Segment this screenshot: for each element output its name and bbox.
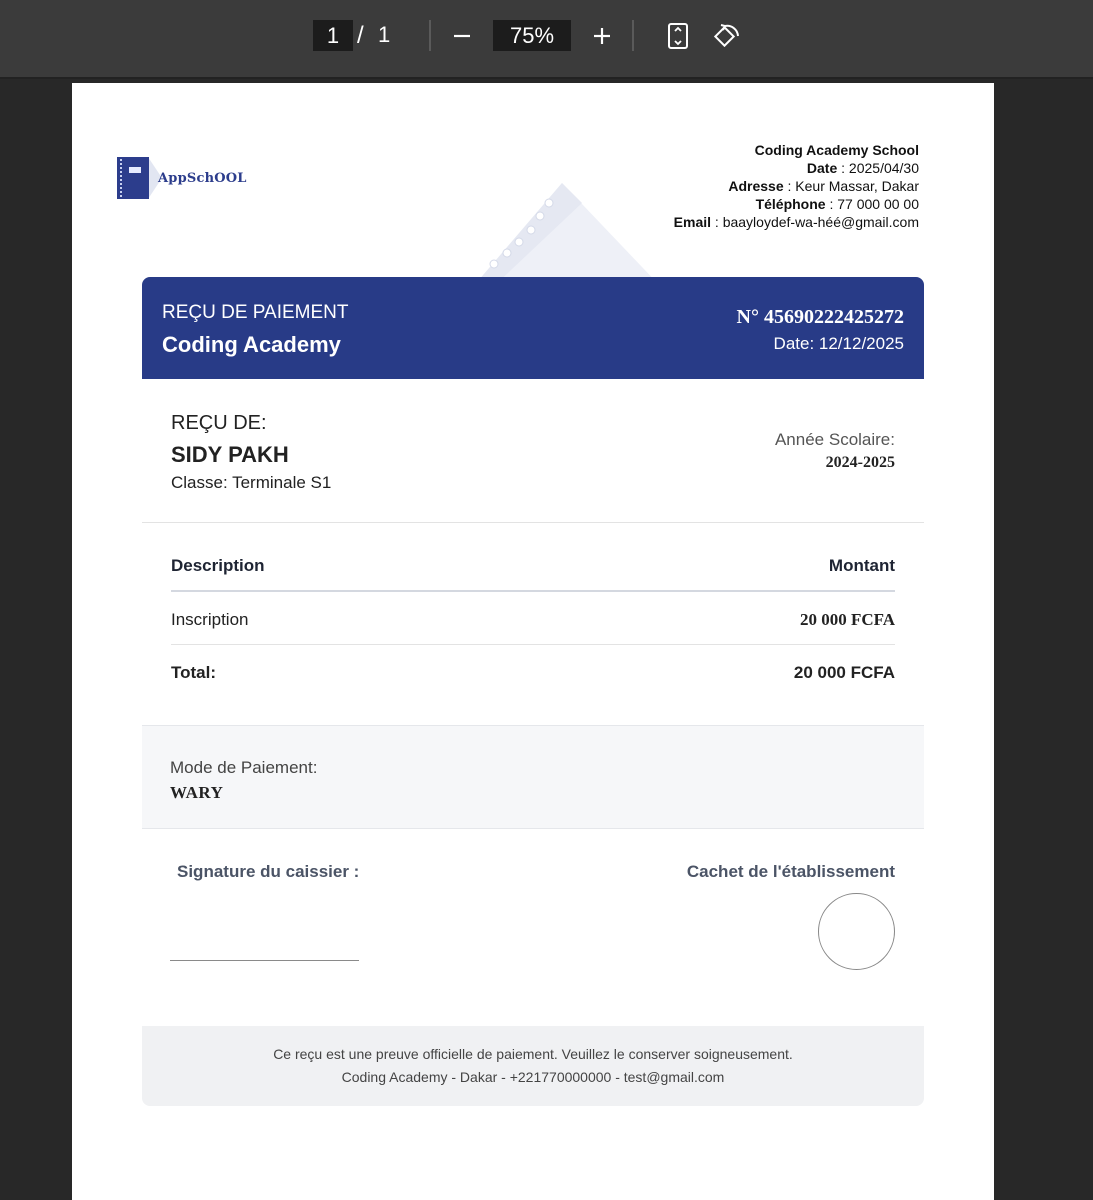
zoom-out-icon[interactable] — [449, 20, 475, 51]
receipt-type: REÇU DE PAIEMENT — [162, 302, 349, 323]
school-year-value: 2024-2025 — [825, 454, 895, 471]
school-email: baayloydef-wa-héé@gmail.com — [722, 214, 919, 230]
cashier-signature-label: Signature du caissier : — [177, 862, 360, 881]
pdf-toolbar — [0, 0, 1093, 79]
received-from-label: REÇU DE: — [171, 412, 267, 434]
payment-mode-label: Mode de Paiement: — [170, 758, 318, 777]
toolbar-divider — [429, 20, 431, 51]
stamp-label: Cachet de l'établissement — [686, 862, 895, 881]
rotate-icon[interactable] — [710, 20, 742, 51]
total-label: Total: — [171, 663, 217, 682]
address-label: Adresse — [728, 178, 784, 194]
total-pages: 1 — [378, 22, 391, 47]
total-amount: 20 000 FCFA — [793, 663, 895, 682]
school-date: 2025/04/30 — [848, 160, 919, 176]
school-info: Coding Academy School Date : 2025/04/30 Adresse : Keur Massar, Dakar Téléphone : 77 000 00 00 Email : baayloydef-wa-héé@gmail.com — [673, 142, 919, 230]
table-header-divider — [171, 590, 895, 592]
academy-title: Coding Academy — [162, 332, 341, 357]
payment-mode-box — [142, 725, 924, 829]
school-name: Coding Academy School — [754, 142, 919, 158]
page-number-input[interactable]: 1 — [313, 20, 353, 51]
receipt-footer — [142, 1026, 924, 1106]
student-name: SIDY PAKH — [171, 442, 289, 467]
payment-mode-value: WARY — [170, 783, 224, 802]
student-class: Classe: Terminale S1 — [171, 473, 332, 492]
footer-note: Ce reçu est une preuve officielle de paiement. Veuillez le conserver soigneusement. — [273, 1046, 793, 1062]
zoom-in-icon[interactable] — [589, 20, 615, 51]
zoom-level-input[interactable]: 75% — [493, 20, 571, 51]
phone-label: Téléphone — [755, 196, 826, 212]
receipt-date: Date: 12/12/2025 — [773, 334, 904, 353]
school-phone: 77 000 00 00 — [837, 196, 919, 212]
table-header-amount: Montant — [828, 556, 895, 575]
signature-line — [170, 960, 359, 961]
app-logo — [117, 157, 247, 199]
footer-contact: Coding Academy - Dakar - +221770000000 - test@gmail.com — [341, 1069, 725, 1085]
book-watermark-icon — [452, 178, 672, 293]
page-separator: / — [357, 22, 364, 49]
logo-text: AppSchOOL — [158, 170, 247, 186]
table-header-description: Description — [171, 556, 265, 575]
school-address: Keur Massar, Dakar — [795, 178, 919, 194]
table-row-amount: 20 000 FCFA — [799, 610, 895, 629]
table-row-description: Inscription — [171, 610, 249, 629]
divider — [142, 522, 924, 523]
stamp-circle — [818, 893, 895, 970]
book-logo-icon — [117, 157, 149, 199]
email-label: Email — [673, 214, 712, 230]
school-year-label: Année Scolaire: — [774, 430, 895, 449]
toolbar-divider — [632, 20, 634, 51]
receipt-number: N° 45690222425272 — [736, 306, 904, 328]
pdf-page — [72, 83, 994, 1200]
table-row-divider — [171, 644, 895, 645]
receipt-banner — [142, 277, 924, 379]
date-label: Date — [806, 160, 838, 176]
fit-page-icon[interactable] — [664, 20, 692, 51]
